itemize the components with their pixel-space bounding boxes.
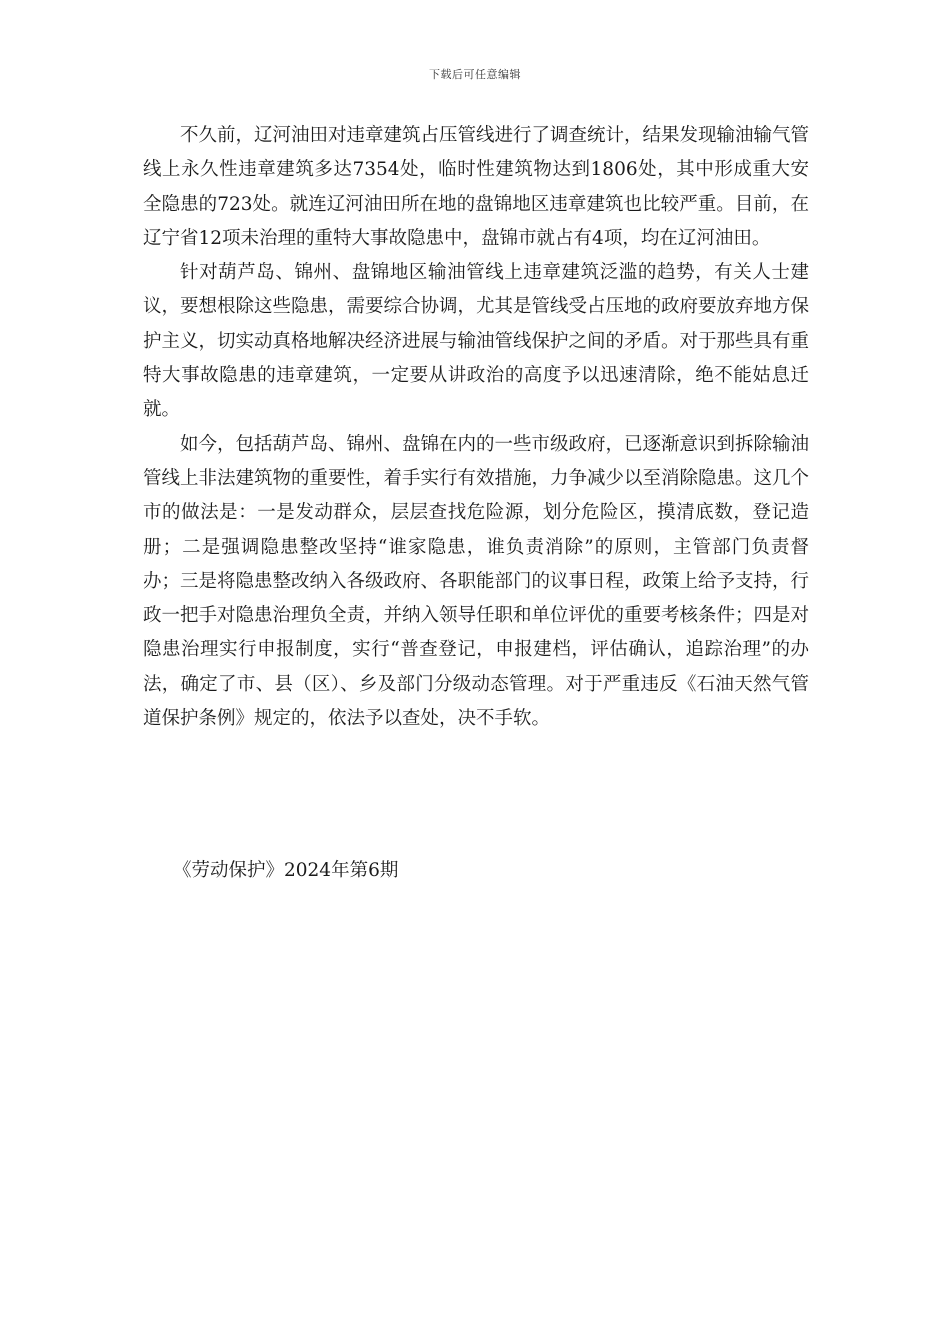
source-citation: 《劳动保护》2024年第6期 [173, 860, 399, 881]
paragraph-1: 不久前，辽河油田对违章建筑占压管线进行了调查统计，结果发现输油输气管线上永久性违章建筑多达7354处，临时性建筑物达到1806处，其中形成重大安全隐患的723处。就连辽河油田所在地的盘锦地区违章建筑也比较严重。目前，在辽宁省12项未治理的重特大事故隐患中，盘锦市就占有4项，均在辽河油田。 [143, 125, 810, 249]
header-note: 下载后可任意编辑 [429, 68, 521, 81]
paragraph-2: 针对葫芦岛、锦州、盘锦地区输油管线上违章建筑泛滥的趋势，有关人士建议，要想根除这些隐患，需要综合协调，尤其是管线受占压地的政府要放弃地方保护主义，切实动真格地解决经济进展与输油管线保护之间的矛盾。对于那些具有重特大事故隐患的违章建筑，一定要从讲政治的高度予以迅速清除，绝不能姑息迁就。 [143, 262, 810, 421]
paragraph-3: 如今，包括葫芦岛、锦州、盘锦在内的一些市级政府，已逐渐意识到拆除输油管线上非法建筑物的重要性，着手实行有效措施，力争减少以至消除隐患。这几个市的做法是：一是发动群众，层层查找危险源，划分危险区，摸清底数，登记造册；二是强调隐患整改坚持“谁家隐患，谁负责消除”的原则，主管部门负责督办；三是将隐患整改纳入各级政府、各职能部门的议事日程，政策上给予支持，行政一把手对隐患治理负全责，并纳入领导任职和单位评优的重要考核条件；四是对隐患治理实行申报制度，实行“普查登记，申报建档，评估确认，追踪治理”的办法，确定了市、县（区）、乡及部门分级动态管理。对于严重违反《石油天然气管道保护条例》规定的，依法予以查处，决不手软。 [143, 433, 810, 730]
article-body [143, 119, 809, 736]
